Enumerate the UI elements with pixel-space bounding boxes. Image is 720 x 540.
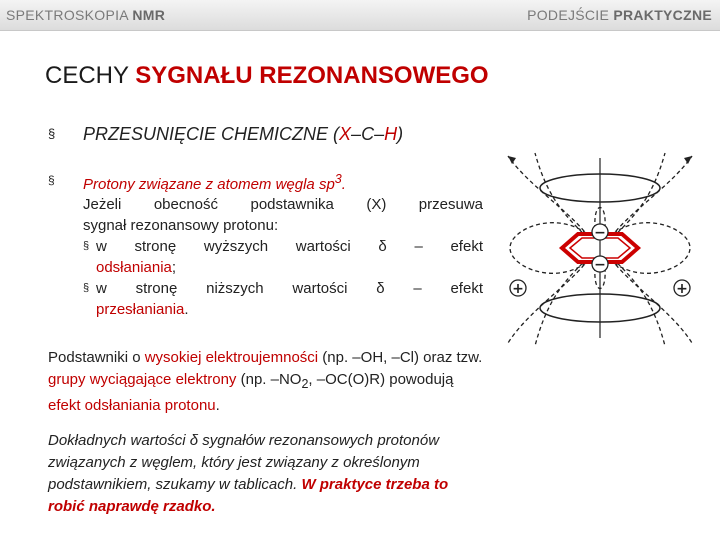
bullet1-h: H [384,124,398,144]
body-line-2 [83,215,483,236]
sign-plus-right [674,280,690,297]
p2-t5: . [215,397,220,414]
svg-text:+: + [512,281,524,297]
tables-paragraph [48,430,484,518]
bullet1-text: PRZESUNIĘCIE CHEMICZNE ( [83,124,340,144]
sub2-end: . [184,301,189,318]
svg-text:+: + [676,281,688,297]
sub-bullet-shielding-line1: w stronę niższych wartości δ – efekt [96,280,483,297]
bullet1-dash2: – [374,124,385,144]
sign-minus-bottom [592,256,608,273]
substituents-paragraph [48,347,490,417]
title-accent: SYGNAŁU REZONANSOWEGO [135,62,489,89]
body-line-2-end: : [273,217,279,234]
term-electron-withdrawing: grupy wyciągające elektrony [48,371,237,388]
bullet2-heading-text: Protony związane z atomem węgla sp [83,176,335,193]
body-line-1: Jeżeli obecność podstawnika (X) przesuwa [83,196,483,213]
bullet1-dash1: – [351,124,362,144]
bullet1-close: ) [397,124,404,144]
bullet2-heading-sup: 3 [334,172,342,186]
p2-t3: (np. –NO [236,371,302,388]
sign-plus-left [510,280,526,297]
sub-bullet-deshielding-line2 [96,257,483,278]
bullet1-c: C [361,124,375,144]
arrowhead-upper-right [684,156,692,164]
svg-text:−: − [594,225,606,241]
slide-title [45,62,489,90]
sub-bullet-marker: § [83,240,90,252]
header-section-title [527,7,712,23]
header-right-light: PODEJŚCIE [527,7,614,23]
sub-bullet-marker: § [83,282,90,294]
header-right-bold: PRAKTYCZNE [613,7,712,23]
sub-bullet-deshielding-line1: w stronę wyższych wartości δ – efekt [96,238,483,255]
sub1-end: ; [171,259,177,276]
bullet2-heading-end: . [341,176,346,193]
header-bar [0,0,720,31]
header-left-bold: NMR [132,7,166,23]
p3-text: Dokładnych wartości δ sygnałów rezonansowych protonów związanych z węglem, który jest związany z określonym podstawnikiem, szukamy w tablicach. [48,432,440,493]
bullet-chemical-shift-text [83,124,403,145]
p2-subscript: 2 [301,377,309,391]
benzene-ring [562,158,638,338]
sub-bullet-deshielding [83,236,483,278]
header-left-light: SPEKTROSKOPIA [6,7,133,23]
bullet-marker: § [48,173,55,187]
bullet-sp3-body [83,194,483,320]
svg-text:−: − [594,257,606,273]
header-course-title [6,7,165,23]
body-line-2-text: sygnał rezonansowy protonu [83,217,274,234]
sign-minus-top [592,224,608,241]
p2-t1: Podstawniki o [48,349,145,366]
term-shielding: przesłaniania [96,301,185,318]
bullet-marker: § [48,126,56,141]
title-plain: CECHY [45,62,136,89]
p3-bold: W praktyce trzeba to robić naprawdę rzadko. [48,476,449,515]
arrowhead-upper-left [508,156,516,164]
p2-t2: (np. –OH, –Cl) oraz tzw. [318,349,483,366]
bullet-sp3-heading [83,172,346,193]
sub-bullet-shielding [83,278,483,320]
benzene-ring-current-diagram [500,148,700,348]
term-high-electronegativity: wysokiej elektroujemności [144,349,319,366]
p2-t4: , –OC(O)R) powodują [308,371,454,388]
bullet1-x: X [339,124,352,144]
term-deshielding: odsłaniania [96,259,172,276]
sub-bullet-shielding-line2 [96,299,483,320]
term-deshielding-effect: efekt odsłaniania protonu [48,397,216,414]
